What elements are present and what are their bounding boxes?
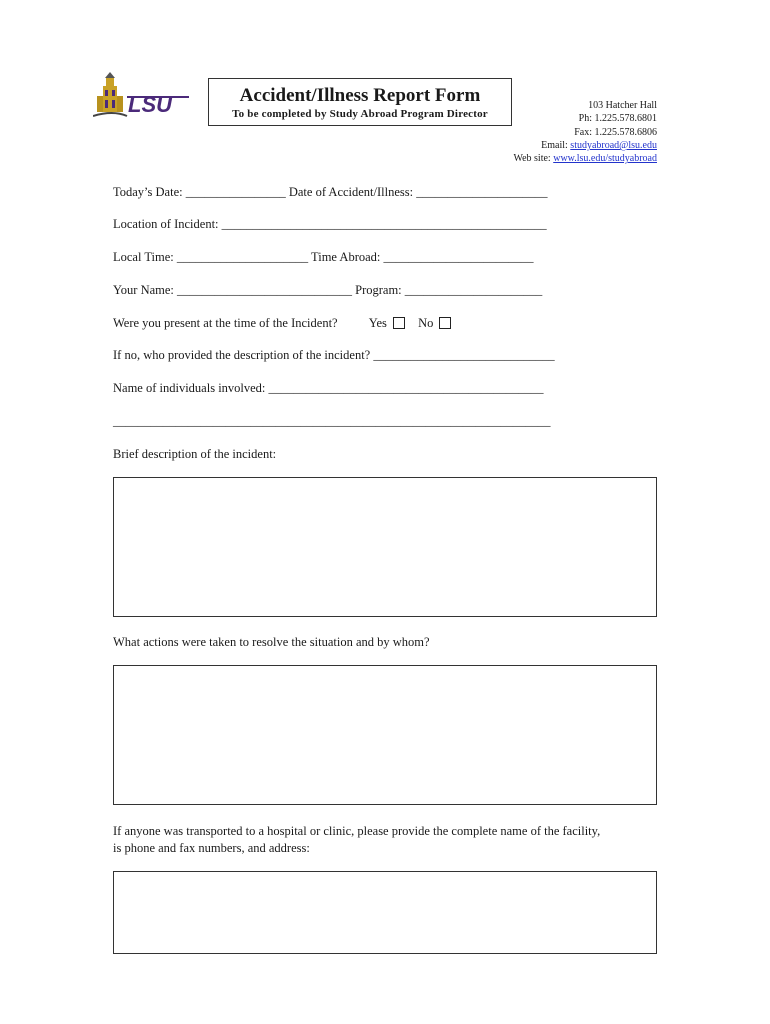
form-subtitle: To be completed by Study Abroad Program Director (232, 108, 488, 120)
time-field[interactable]: Local Time: _____________________ Time Abroad: ________________________ (113, 250, 534, 264)
form-title: Accident/Illness Report Form (239, 85, 481, 106)
website-link[interactable]: www.lsu.edu/studyabroad (553, 153, 657, 165)
contact-website-row: Web site: www.lsu.edu/studyabroad (513, 153, 657, 165)
contact-email-row: Email: studyabroad@lsu.edu (541, 139, 657, 151)
description-provider-field[interactable]: If no, who provided the description of the incident? _____________________________ (113, 348, 555, 362)
description-label: Brief description of the incident: (113, 447, 277, 461)
lsu-tower-icon (93, 72, 191, 118)
svg-text:LSU: LSU (128, 92, 172, 117)
location-field[interactable]: Location of Incident: ____________________________________________________ (113, 217, 547, 231)
yes-checkbox[interactable] (393, 317, 405, 329)
email-link[interactable]: studyabroad@lsu.edu (570, 139, 657, 151)
present-question-label: Were you present at the time of the Incident? (113, 316, 338, 330)
hospital-label-line2: is phone and fax numbers, and address: (113, 841, 310, 855)
hospital-label-line1: If anyone was transported to a hospital or clinic, please provide the complete name of the facility, (113, 824, 601, 838)
contact-address: 103 Hatcher Hall (588, 100, 657, 111)
description-textarea[interactable] (113, 477, 657, 617)
individuals-field[interactable]: Name of individuals involved: ____________________________________________ (113, 381, 544, 395)
actions-textarea[interactable] (113, 665, 657, 805)
contact-block (513, 99, 657, 165)
actions-label: What actions were taken to resolve the situation and by whom? (113, 635, 430, 649)
form-title-box (208, 78, 512, 126)
lsu-logo (93, 72, 191, 118)
no-label: No (418, 316, 434, 330)
individuals-field-continued[interactable]: ______________________________________________________________________ (113, 414, 551, 428)
dates-field[interactable]: Today’s Date: ________________ Date of Accident/Illness: _____________________ (113, 185, 548, 199)
contact-phone: Ph: 1.225.578.6801 (578, 113, 657, 125)
name-program-field[interactable]: Your Name: ____________________________ Program: ______________________ (113, 283, 543, 297)
present-question-row (113, 315, 451, 331)
yes-label: Yes (368, 316, 387, 330)
hospital-textarea[interactable] (113, 871, 657, 954)
contact-fax: Fax: 1.225.578.6806 (574, 126, 657, 138)
no-checkbox[interactable] (439, 317, 451, 329)
